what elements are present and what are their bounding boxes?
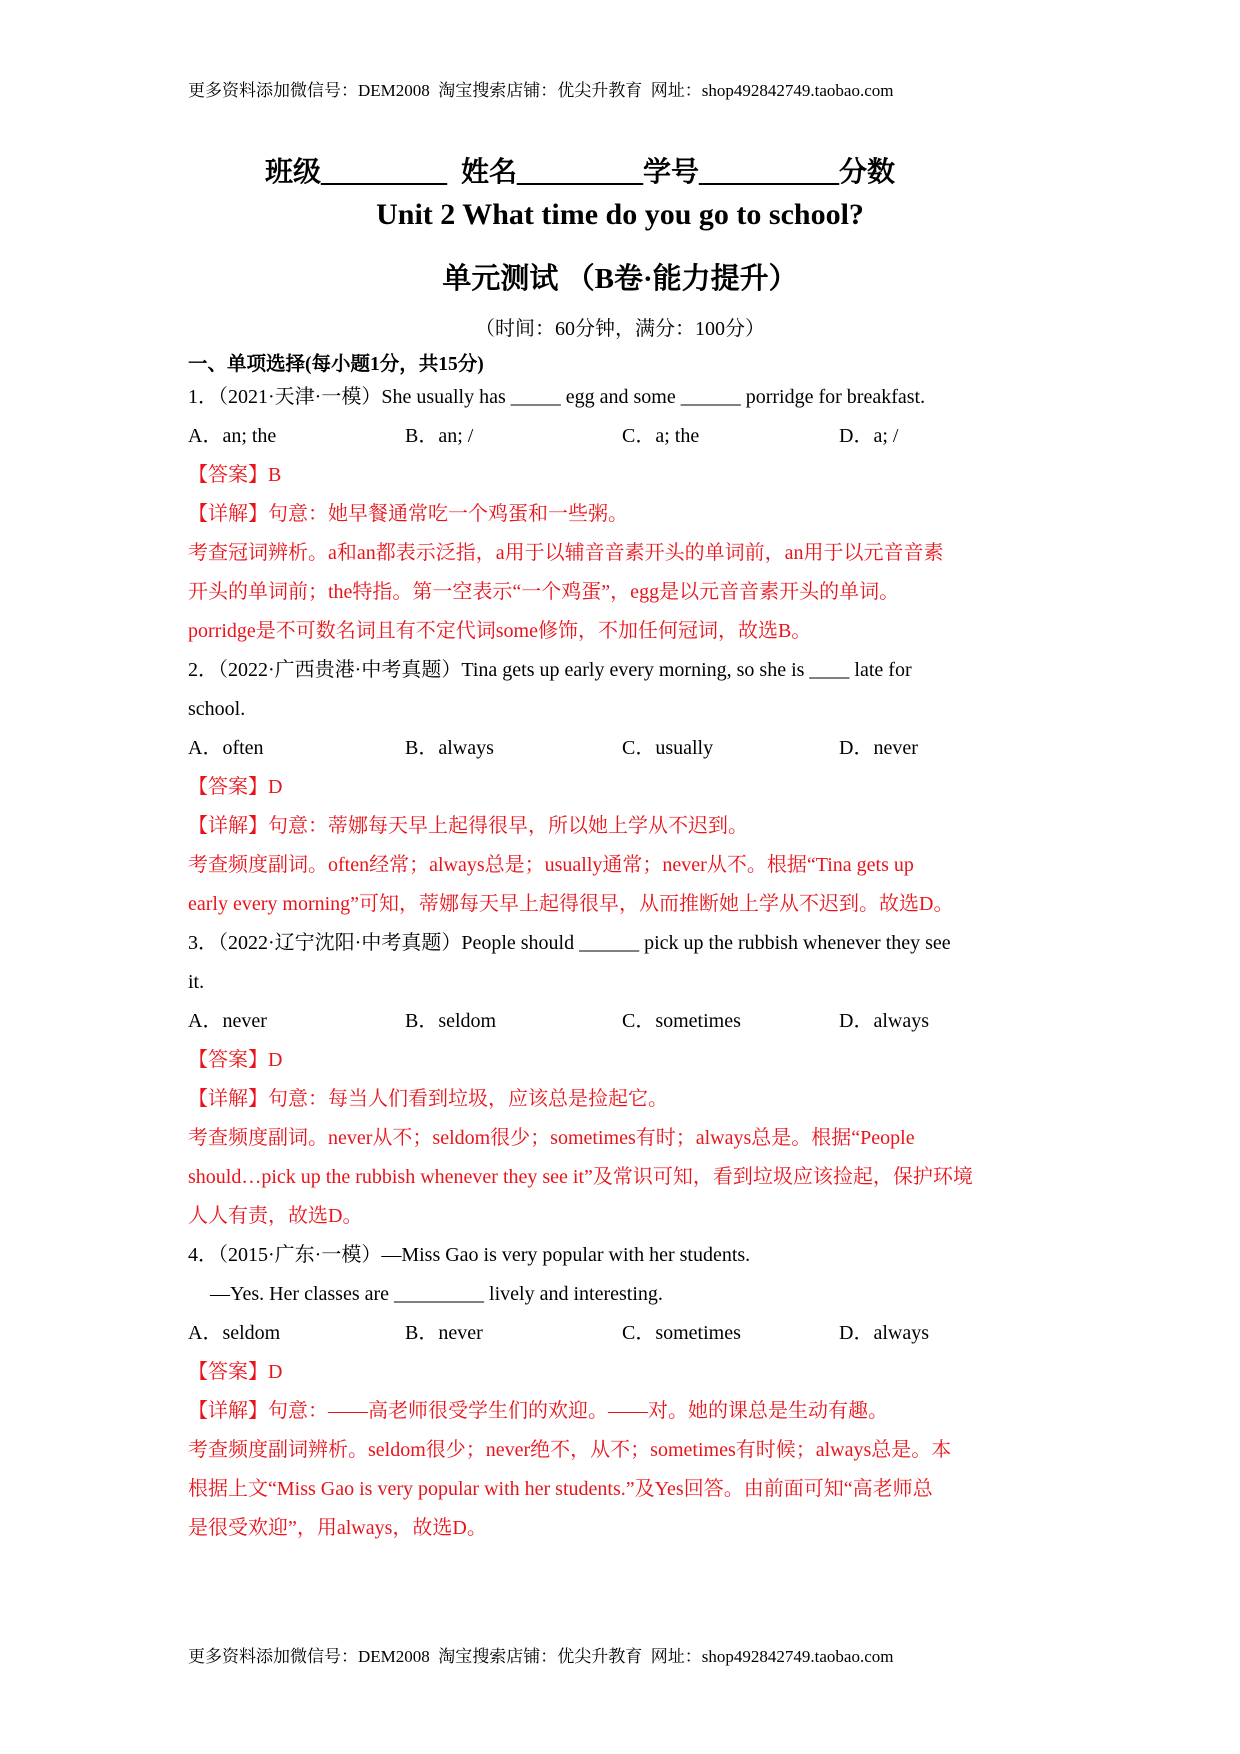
explanation-line: 【详解】句意：她早餐通常吃一个鸡蛋和一些粥。 [188,503,628,525]
option-b: B．never [405,1322,483,1344]
question-text: 1．（2021·天津·一模）She usually has _____ egg and some ______ porridge for breakfast. [188,386,926,408]
question-block [188,651,1058,924]
answer-key: 【答案】D [188,1361,283,1383]
answer-options [188,1002,1058,1041]
question-text: 3．（2022·辽宁沈阳·中考真题）People should ______ pick up the rubbish whenever they see [188,932,951,954]
explanation-line: 【详解】句意：——高老师很受学生们的欢迎。——对。她的课总是生动有趣。 [188,1400,888,1422]
explanation-line: 考查频度副词。often经常；always总是；usually通常；never从不。根据“Tina gets up [188,854,914,876]
option-a: A．never [188,1010,267,1032]
section-heading: 一、单项选择(每小题1分，共15分) [188,354,484,375]
option-b: B．an; / [405,425,474,447]
answer-key: 【答案】D [188,776,283,798]
answer-key: 【答案】B [188,464,282,486]
option-d: D．always [839,1010,929,1032]
question-block [188,924,1058,1236]
explanation-line: porridge是不可数名词且有不定代词some修饰，不加任何冠词，故选B。 [188,620,812,642]
question-text: 2．（2022·广西贵港·中考真题）Tina gets up early every morning, so she is ____ late for [188,659,912,681]
explanation-line: 考查频度副词辨析。seldom很少；never绝不，从不；sometimes有时候；always总是。本 [188,1439,952,1461]
option-c: C．a; the [622,425,700,447]
time-info: （时间：60分钟，满分：100分） [475,318,765,340]
unit-title: Unit 2 What time do you go to school? [376,198,864,231]
question-text: 4．（2015·广东·一模）—Miss Gao is very popular with her students. [188,1244,751,1266]
header-text: 更多资料添加微信号：DEM2008 淘宝搜索店铺：优尖升教育 网址：shop492842749.taobao.com [188,81,894,100]
answer-options [188,1314,1058,1353]
option-d: D．a; / [839,425,899,447]
option-b: B．seldom [405,1010,497,1032]
answer-key: 【答案】D [188,1049,283,1071]
explanation-line: 开头的单词前；the特指。第一空表示“一个鸡蛋”，egg是以元音音素开头的单词。 [188,581,900,603]
option-b: B．always [405,737,494,759]
explanation-line: 【详解】句意：蒂娜每天早上起得很早，所以她上学从不迟到。 [188,815,748,837]
explanation-line: 考查频度副词。never从不；seldom很少；sometimes有时；always总是。根据“People [188,1127,915,1149]
question-text: it. [188,971,205,993]
option-c: C．sometimes [622,1322,741,1344]
question-block [188,378,1058,651]
answer-options [188,417,1058,456]
question-block [188,1236,1058,1548]
explanation-line: 是很受欢迎”，用always，故选D。 [188,1517,487,1539]
option-a: A．often [188,737,264,759]
question-text: —Yes. Her classes are _________ lively and interesting. [210,1283,663,1305]
explanation-line: early every morning”可知，蒂娜每天早上起得很早，从而推断她上学从不迟到。故选D。 [188,893,954,915]
answer-options [188,729,1058,768]
explanation-line: 根据上文“Miss Gao is very popular with her students.”及Yes回答。由前面可知“高老师总 [188,1478,933,1500]
option-c: C．sometimes [622,1010,741,1032]
class-name-fields: 班级_________ 姓名_________学号__________分数 [264,157,895,188]
option-a: A．an; the [188,425,277,447]
option-d: D．never [839,737,918,759]
exam-content [188,352,1058,1548]
explanation-line: 考查冠词辨析。a和an都表示泛指，a用于以辅音音素开头的单词前，an用于以元音音素 [188,542,944,564]
class-name-line [0,150,1240,190]
explanation-line: 人人有责，故选D。 [188,1205,363,1227]
option-c: C．usually [622,737,714,759]
option-a: A．seldom [188,1322,281,1344]
explanation-line: should…pick up the rubbish whenever they see it”及常识可知，看到垃圾应该捡起，保护环境 [188,1166,973,1188]
question-text: school. [188,698,246,720]
footer-text: 更多资料添加微信号：DEM2008 淘宝搜索店铺：优尖升教育 网址：shop492842749.taobao.com [188,1647,894,1666]
test-name: 单元测试 （B卷·能力提升） [442,263,798,295]
explanation-line: 【详解】句意：每当人们看到垃圾，应该总是捡起它。 [188,1088,668,1110]
option-d: D．always [839,1322,929,1344]
